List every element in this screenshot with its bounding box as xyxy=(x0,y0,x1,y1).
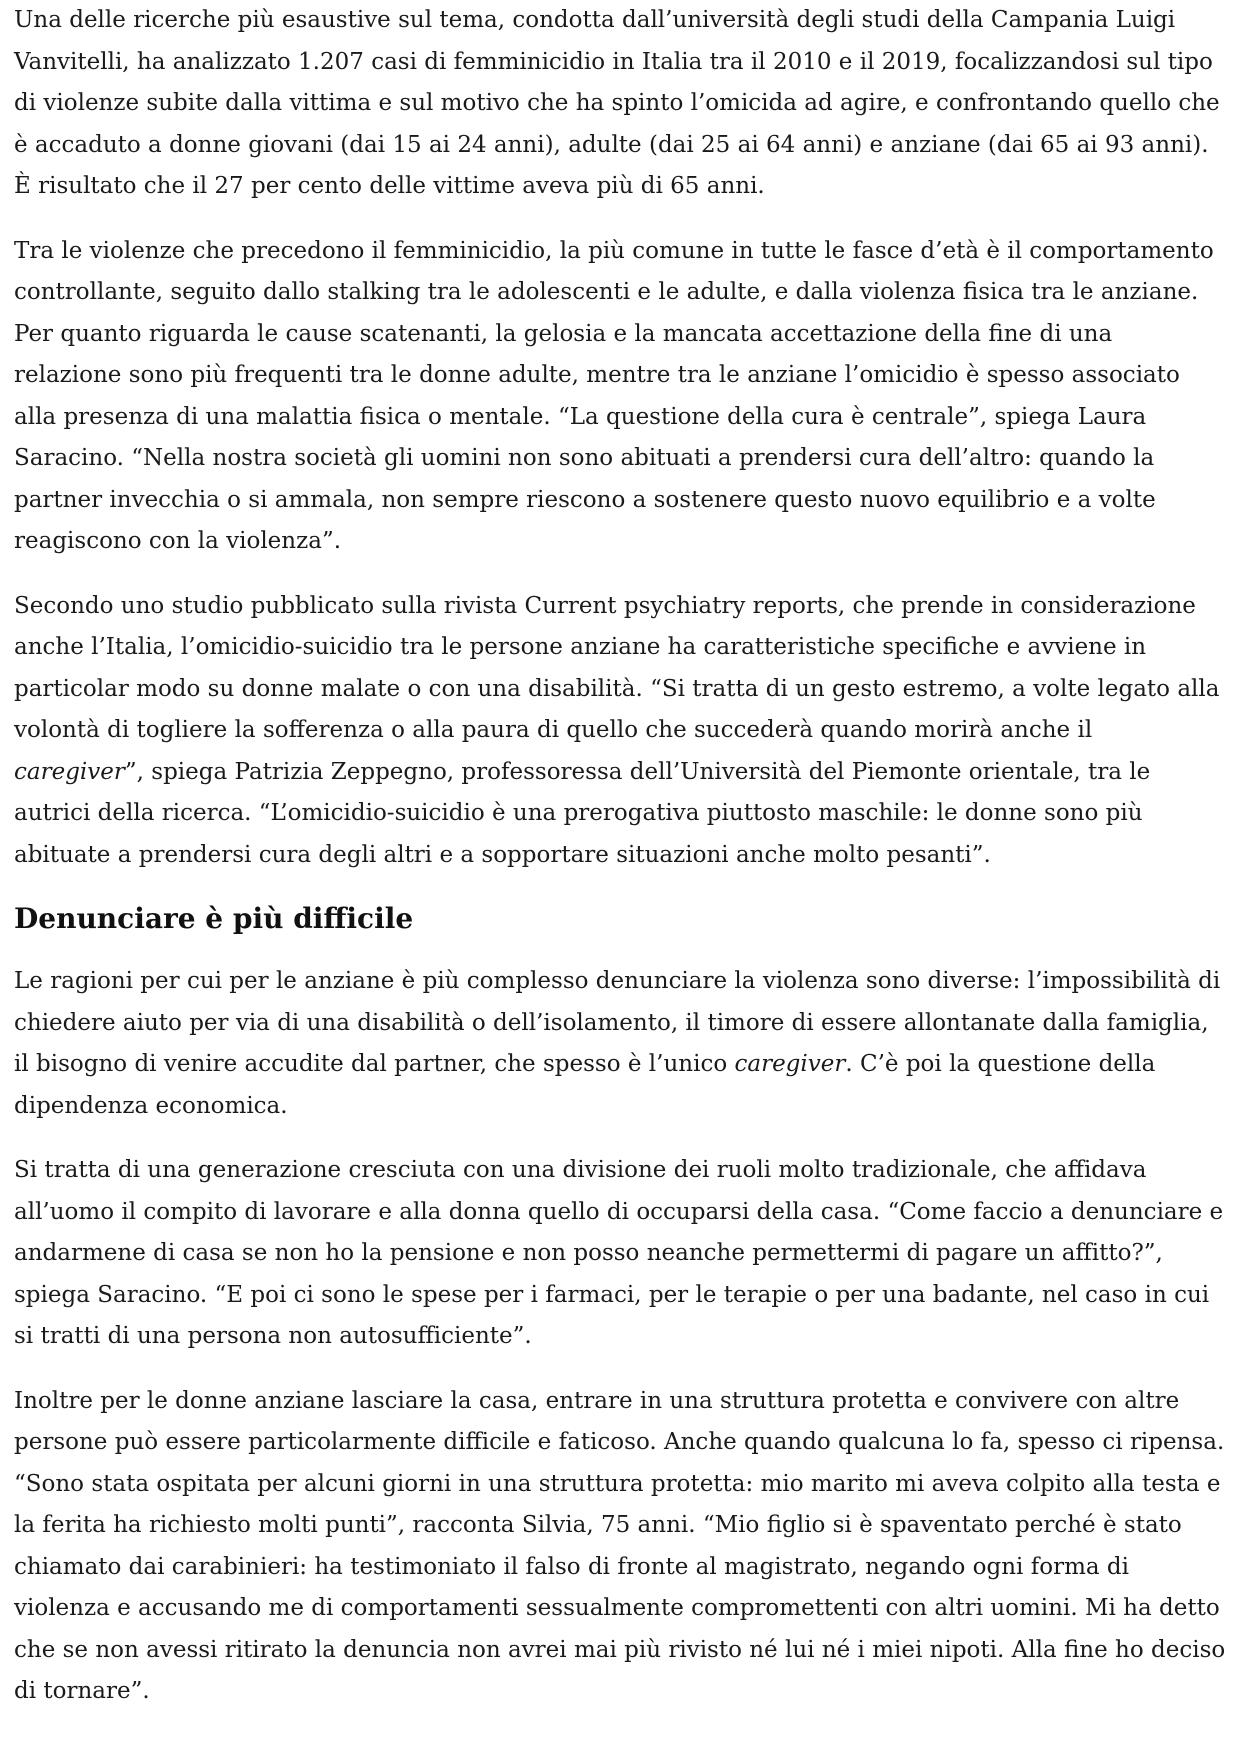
paragraph-violence-types xyxy=(14,231,1226,563)
paragraph-text: . C’è poi la questione della dipendenza economica. xyxy=(14,1051,1156,1119)
paragraph-text: Tra le violenze che precedono il femminicidio, la più comune in tutte le fasce d’età è il comportamento controllante, seguito dallo stalking tra le adolescenti e le adulte, e dalla violenza fisica tra le anziane. Per quanto riguarda le cause scatenanti, la gelosia e la mancata accettazione della fine di una relazione sono più frequenti tra le donne adulte, mentre tra le anziane l’omicidio è spesso associato alla presenza di una malattia fisica o mentale. “La questione della cura è centrale”, spiega Laura Saracino. “Nella nostra società gli uomini non sono abituati a prendersi cura dell’altro: quando la partner invecchia o si ammala, non sempre riescono a sostenere questo nuovo equilibrio e a volte reagiscono con la violenza”. xyxy=(14,237,1214,554)
paragraph-text: Una delle ricerche più esaustive sul tema, condotta dall’università degli studi della Campania Luigi Vanvitelli, ha analizzato 1.207 casi di femminicidio in Italia tra il 2010 e il 2019, focalizzandosi sul tipo di violenze subite dalla vittima e sul motivo che ha spinto l’omicida ad agire, e confrontando quello che è accaduto a donne giovani (dai 15 ai 24 anni), adulte (dai 25 ai 64 anni) e anziane (dai 65 ai 93 anni). È risultato che il 27 per cento delle vittime aveva più di 65 anni. xyxy=(14,7,1220,199)
paragraph-silvia-testimony xyxy=(14,1381,1226,1713)
paragraph-generation-roles xyxy=(14,1150,1226,1358)
paragraph-homicide-suicide xyxy=(14,586,1226,877)
paragraph-reporting-reasons xyxy=(14,961,1226,1127)
article-page xyxy=(14,0,1226,1736)
article-body-bottom xyxy=(14,961,1226,1713)
paragraph-text: Inoltre per le donne anziane lasciare la casa, entrare in una struttura protetta e convivere con altre persone può essere particolarmente difficile e faticoso. Anche quando qualcuna lo fa, spesso ci ripensa. “Sono stata ospitata per alcuni giorni in una struttura protetta: mio marito mi aveva colpito alla testa e la ferita ha richiesto molti punti”, racconta Silvia, 75 anni. “Mio figlio si è spaventato perché è stato chiamato dai carabinieri: ha testimoniato il falso di fronte al magistrato, negando ogni forma di violenza e accusando me di comportamenti sessualmente compromettenti con altri uomini. Mi ha detto che se non avessi ritirato la denuncia non avrei mai più rivisto né lui né i miei nipoti. Alla fine ho deciso di tornare”. xyxy=(14,1387,1226,1704)
paragraph-text: Secondo uno studio pubblicato sulla rivista Current psychiatry reports, che prende in considerazione anche l’Italia, l’omicidio-suicidio tra le persone anziane ha caratteristiche specifiche e avviene in particolar modo su donne malate o con una disabilità. “Si tratta di un gesto estremo, a volte legato alla volontà di togliere la sofferenza o alla paura di quello che succederà quando morirà anche il xyxy=(14,592,1220,743)
section-heading: Denunciare è più difficile xyxy=(14,902,414,935)
paragraph-text: Le ragioni per cui per le anziane è più complesso denunciare la violenza sono diverse: l’impossibilità di chiedere aiuto per via di una disabilità o dell’isolamento, il timore di essere allontanate dalla famiglia, il bisogno di venire accudite dal partner, che spesso è l’unico xyxy=(14,968,1221,1077)
article-body-top xyxy=(14,0,1226,876)
paragraph-text: ”, spiega Patrizia Zeppegno, professoressa dell’Università del Piemonte orientale, tra le autrici della ricerca. “L’omicidio-suicidio è una prerogativa piuttosto maschile: le donne sono più abituate a prendersi cura degli altri e a sopportare situazioni anche molto pesanti”. xyxy=(14,758,1151,868)
paragraph-italic-term: caregiver xyxy=(14,758,125,785)
paragraph-text: Si tratta di una generazione cresciuta con una divisione dei ruoli molto tradizionale, che affidava all’uomo il compito di lavorare e alla donna quello di occuparsi della casa. “Come faccio a denunciare e andarmene di casa se non ho la pensione e non posso neanche permettermi di pagare un affitto?”, spiega Saracino. “E poi ci sono le spese per i farmaci, per le terapie o per una badante, nel caso in cui si tratti di una persona non autosufficiente”. xyxy=(14,1157,1224,1349)
paragraph-study-results xyxy=(14,0,1226,208)
paragraph-italic-term: caregiver xyxy=(734,1051,846,1077)
